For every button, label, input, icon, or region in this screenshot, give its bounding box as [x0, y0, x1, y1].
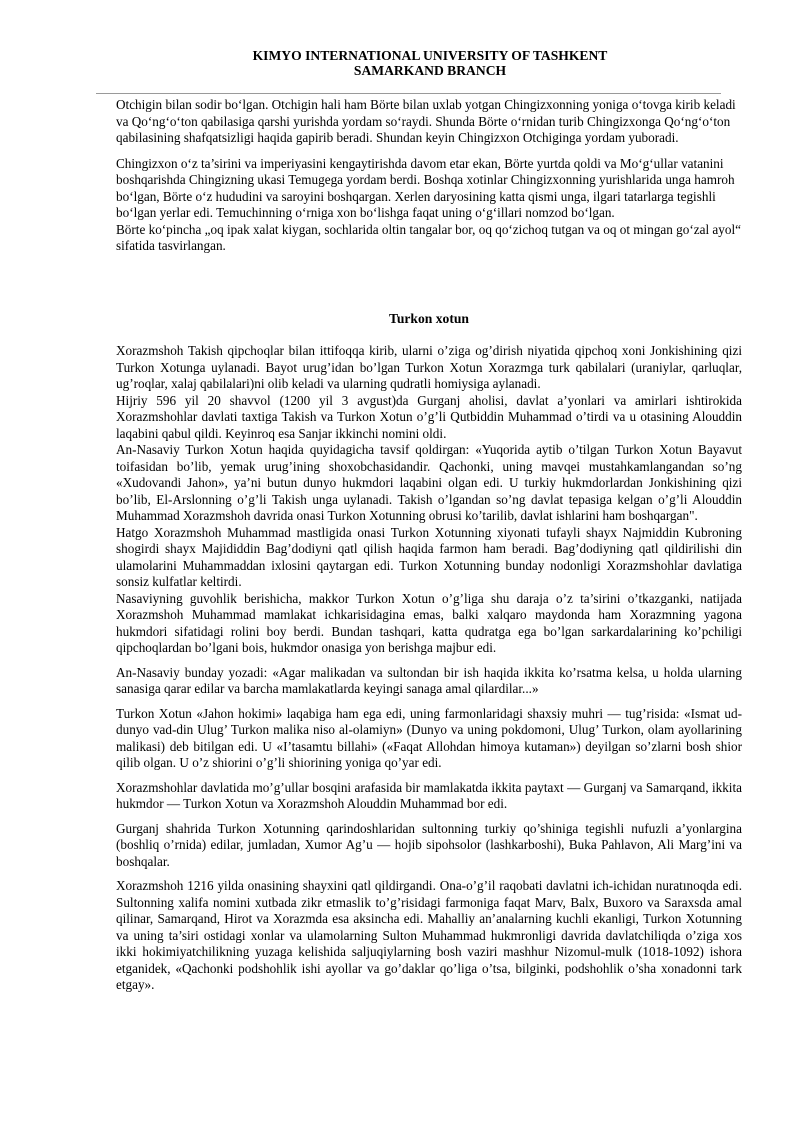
- header-divider: [96, 93, 721, 94]
- paragraph: Chingizxon o‘z ta’sirini va imperiyasini kengaytirishda davom etar ekan, Börte yurtda qoldi va Mo‘g‘ullar vatanini boshqarishda Chingizning ukasi Temugega yordam berdi. Boshqa xotinlar Chingizxonning yurishlarida unga hamroh bo‘lgan, Börte o‘z hududini va saroyini boshqargan. Xerlen daryosining katta qismi unga, ilgari tatarlarga tegishli bo‘lgan yerlar edi. Temuchinning o‘rniga xon bo‘lishga faqat uning o‘g‘illari nomzod bo‘lgan.: [116, 155, 735, 220]
- paragraph: Xorazmshoh 1216 yilda onasining shayxini qatl qildirgandi. Ona-o’g’il raqobati davlatni ich-ichidan nuratınoqda edi. Sultonning xalifa nomini xutbada zikr etmaslik to’g’risidagi farmoniga faqat Marv, Balx, Buxoro va Saraxsda amal qilinar, Samarqand, Hirot va Xorazmda esa aksincha edi. Mahalliy an’analarning kuchli ekanligi, Turkon Xotunning va uning ta’siri ostidagi xonlar va ulamolarning Sulton Muhammad hukmronligi davrida davlatchiliqda o’ziga xos ikki hokimiyatchilikning yuzaga kelishida saljuqiylarning bosh vaziri mashhur Nizomul-mulk (1018-1092) ishora etganidek, «Qachonki podshohlik ishi ayollar va go’daklar qo’liga o’tsa, bilginki, podshohlik o’sha xonadonni tark etgay».: [116, 878, 742, 992]
- paragraph: Nasaviyning guvohlik berishicha, makkor Turkon Xotun o’g’liga shu daraja o’z ta’sirini o’tkazganki, natijada Xorazmshoh Muhammad mamlakat ichkarisidagina emas, balki xalqaro maydonda ham Xorazmning yagona hukmdori sifatidagi rolini boy berdi. Bundan tashqari, katta qudratga ega bo’lgan sarkardalarining ko’pchiligi qipchoqlardan bo’lgani bois, hukmdor onasiga yon berishga majbur edi.: [116, 590, 742, 655]
- branch-name: SAMARKAND BRANCH: [353, 63, 507, 78]
- paragraph: Hijriy 596 yil 20 shavvol (1200 yil 3 avgust)da Gurganj aholisi, davlat a’yonlari va amirlari ishtirokida Xorazmshohlar davlati taxtiga Takish va Turkon Xotun o’g’li Qutbiddin Muhammad o’tirdi va u otasining Alouddin laqabini qabul qildi. Keyinroq esa Sanjar ikkinchi nomini oldi.: [116, 392, 742, 441]
- paragraph: Turkon Xotun «Jahon hokimi» laqabiga ham ega edi, uning farmonlaridagi shaxsiy muhri — tug’risida: «Ismat ud-dunyo vad-din Ulug’ Turkon malika niso al-olamiyn» (Dunyo va uning pokdomoni, Ulug’ Turkon, olam ayollarining malikasi) deb bitilgan edi. U «I’tasamtu billahi» («Faqat Allohdan himoya kutaman») deyilgan so’zlarni bosh shior qilib olgan. U o’z shiorini o’g’li shiorining yoniga qo’yar edi.: [116, 705, 742, 770]
- paragraph: Otchigin bilan sodir bo‘lgan. Otchigin hali ham Börte bilan uxlab yotgan Chingizxonning yoniga o‘tovga kirib keladi va Qo‘ng‘o‘ton qabilasiga qarshi yurishda yordam so‘raydi. Shunda Börte o‘rnidan turib Chingizxonga Qo‘ng‘o‘ton qabilasining shafqatsizligi haqida gapirib beradi. Shundan keyin Chingizxon Otchiginga yordam yuboradi.: [116, 97, 736, 145]
- paragraph: Börte ko‘pincha „oq ipak xalat kiygan, sochlarida oltin tangalar bor, oq qo‘zichoq tutgan va oq ot mingan go‘zal ayol“ sifatida tasvirlangan.: [116, 221, 741, 253]
- paragraph: An-Nasaviy Turkon Xotun haqida quyidagicha tavsif qoldirgan: «Yuqorida aytib o’tilgan Turkon Xotun Bayavut toifasidan bo’lib, yemak urug’ining shoxobchasidandir. Qachonki, uning mavqei mustahkamlangandan so’ng «Xudovandi Jahon», ya’ni butun dunyo hukmdori laqabini olgan edi. U turkiy hukmdorlardan Jonkishining qizi bo’lib, El-Arslonning o’g’li Takish unga uylanadi. Takish o’lgandan so’ng davlat tepasiga kelgan o’g’li Alouddin Muhammad Xorazmshoh davrida onasi Turkon Xotunning obrusi ko’tarilib, davlat ishlarini ham boshqargan".: [116, 442, 742, 523]
- paragraph: Xorazmshoh Takish qipchoqlar bilan ittifoqqa kirib, ularni o’ziga og’dirish niyatida qipchoq xoni Jonkishining qizi Turkon Xotunga uylanadi. Bayot urug’idan bo’lgan Turkon Xotun Xorazmga turk qabilalari (uraniylar, qarluqlar, ug’roqlar, xalaj qabilalari)ni olib keladi va ularning qudratli homiysiga aylanadi.: [116, 343, 742, 391]
- turkon-xotun-section: [116, 343, 742, 994]
- paragraph: Hatgo Xorazmshoh Muhammad mastligida onasi Turkon Xotunning xiyonati tufayli shayx Najmiddin Kubroning shogirdi shayx Majididdin Bag’dodiyni qatl qilish haqida farmon ham beradi. Bag’dodiyning qatl qildirilishi din ulamolarini Muhammaddan ixlosini qaytargan edi. Turkon Xotunning bunday nodonligi Xorazmshohlar davlatiga sonsiz kulfatlar keltirdi.: [116, 524, 742, 589]
- paragraph: Xorazmshohlar davlatida mo’g’ullar bosqini arafasida bir mamlakatda ikkita paytaxt — Gurganj va Samarqand, ikkita hukmdor — Turkon Xotun va Xorazmshoh Alouddin Muhammad bor edi.: [116, 779, 742, 811]
- borte-section: [116, 97, 742, 255]
- paragraph: An-Nasaviy bunday yozadi: «Agar malikadan va sultondan bir ish haqida ikkita ko’rsatma kelsa, u holda ularning sanasiga qarar edilar va barcha mamlakatlarda keyingi sanaga amal qilardilar...»: [116, 664, 742, 696]
- section-heading: Turkon xotun: [389, 311, 469, 326]
- page-header: [0, 48, 800, 78]
- university-name: KIMYO INTERNATIONAL UNIVERSITY OF TASHKENT: [252, 48, 608, 63]
- paragraph: Gurganj shahrida Turkon Xotunning qarindoshlaridan sultonning turkiy qo’shiniga tegishli nufuzli a’yonlargina (boshliq o’rnida) edilar, jumladan, Xumor Ag’u — hojib sipohsolor (lashkarboshi), Buka Pahlavon, Ali Marg’ini va boshqalar.: [116, 820, 742, 869]
